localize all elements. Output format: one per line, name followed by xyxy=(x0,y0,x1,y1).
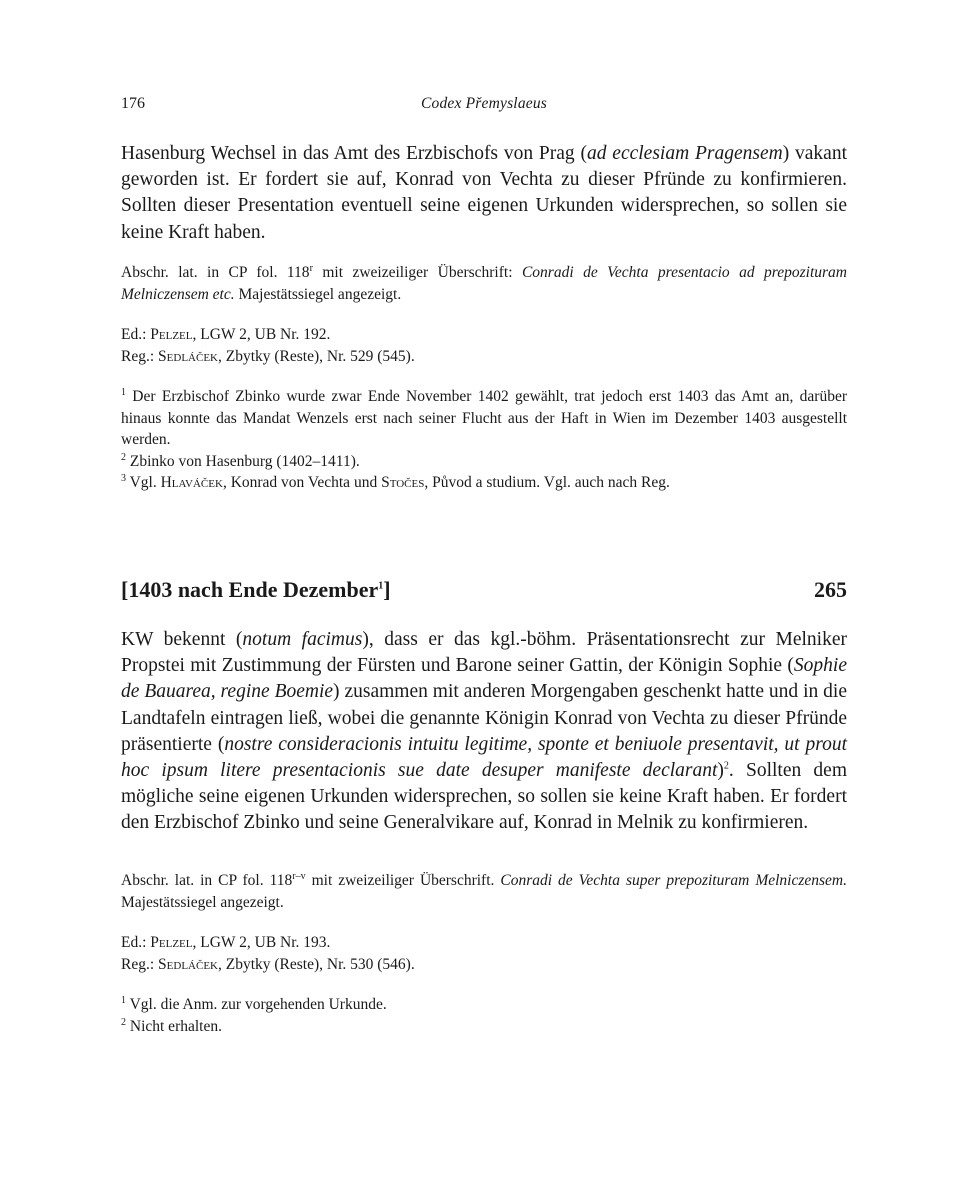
author-name: Stočes xyxy=(381,474,425,491)
text-run: Majestätssiegel angezeigt. xyxy=(121,893,284,911)
footnote-ref: 2 xyxy=(723,760,729,772)
text-run: , Původ a studium. Vgl. auch nach Reg. xyxy=(424,474,670,491)
page-number: 176 xyxy=(121,95,145,112)
footnote-1 xyxy=(121,994,847,1016)
text-run: . Sollten dem mögliche seine eigenen Urkunden widersprechen, so sollen sie keine Kraft haben. Er fordert den Erzbischof Zbinko und seine Generalvikare auf, Konrad in Melnik zu konfirmieren. xyxy=(121,760,847,834)
text-run: ), dass er das kgl.-böhm. Präsentationsrecht zur Melniker Propstei mit Zustimmung der Fürsten und Barone seiner Gattin, der Königin Sophie ( xyxy=(121,629,847,677)
text-run: , LGW 2, UB Nr. 193. xyxy=(192,934,331,951)
latin-quote: notum facimus xyxy=(242,629,363,650)
author-name: Hlaváček xyxy=(160,474,223,491)
entry-number: 265 xyxy=(814,577,847,602)
running-title: Codex Přemyslaeus xyxy=(420,95,548,112)
footnotes-265 xyxy=(121,994,847,1037)
text-run: Reg.: xyxy=(121,347,159,365)
regest-264-continuation xyxy=(121,141,847,246)
footnote-number: 1 xyxy=(121,386,126,398)
footnotes-264 xyxy=(121,386,847,494)
text-run: Majestätssiegel angezeigt. xyxy=(234,285,402,303)
footnote-ref: 1 xyxy=(378,580,384,592)
text-run: Hasenburg Wechsel in das Amt des Erzbischofs von Prag ( xyxy=(121,143,587,164)
regest-265 xyxy=(121,627,847,837)
edition-line xyxy=(121,324,847,346)
source-description xyxy=(121,262,847,305)
footnote-1 xyxy=(121,386,847,451)
text-run: KW bekennt ( xyxy=(121,629,243,650)
author-name: Sedláček xyxy=(158,955,218,973)
text-run: , LGW 2, UB Nr. 192. xyxy=(192,326,331,343)
text-run: Ed.: xyxy=(121,326,151,343)
footnote-text: Vgl. die Anm. zur vorgehenden Urkunde. xyxy=(126,996,387,1013)
regest-text xyxy=(121,141,847,246)
author-name: Pelzel xyxy=(150,934,193,951)
text-run: , Zbytky (Reste), Nr. 530 (546). xyxy=(217,955,415,973)
footnote-number: 2 xyxy=(121,1016,126,1028)
text-run: , Zbytky (Reste), Nr. 529 (545). xyxy=(217,347,415,365)
latin-quote: ad ecclesiam Pragensem xyxy=(586,143,783,164)
latin-heading-quote: Conradi de Vechta presentacio ad prepozituram Melniczensem etc. xyxy=(121,264,847,303)
footnote-text: Nicht erhalten. xyxy=(126,1017,222,1035)
footnote-2 xyxy=(121,1016,847,1038)
text-run: Reg.: xyxy=(121,955,159,973)
footnote-text: Zbinko von Hasenburg (1402–1411). xyxy=(126,452,360,470)
footnote-3 xyxy=(121,472,847,494)
text-run: ) xyxy=(717,760,724,782)
running-head xyxy=(121,95,847,117)
text-run: ) vakant geworden ist. Er fordert sie auf, Konrad von Vechta zu dieser Pfründe zu konfirmieren. Sollten dieser Presentation eventuell seine eigenen Urkunden widersprechen, so sollen sie keine Kraft haben. xyxy=(121,143,848,243)
footnote-number: 1 xyxy=(121,994,126,1006)
text-run: ) zusammen mit anderen Morgengaben geschenkt hatte und in die Landtafeln eintragen ließ, wobei die genannte Königin Konrad von Vechta zu dieser Pfründe präsentierte ( xyxy=(121,681,847,755)
text-run: [1403 nach Ende Dezember xyxy=(121,577,379,602)
folio-superscript: r–v xyxy=(292,870,306,882)
entry-heading xyxy=(121,577,847,607)
editions-264 xyxy=(121,324,847,367)
editions-265 xyxy=(121,932,847,975)
footnote-2 xyxy=(121,451,847,473)
regesta-line xyxy=(121,954,847,976)
text-run: , Konrad von Vechta und xyxy=(222,474,382,491)
latin-quote: nostre consideracionis intuitu legitime, sponte et beniuole presentavit, ut prout hoc ipsum litere presentacionis sue date desuper manifeste declarant xyxy=(121,733,847,782)
source-note-265 xyxy=(121,870,847,913)
entry-date xyxy=(121,577,391,603)
text-run: mit zweizeiliger Überschrift. xyxy=(305,872,501,889)
footnote-text: Der Erzbischof Zbinko wurde zwar Ende November 1402 gewählt, trat jedoch erst 1403 das Amt an, darüber hinaus konnte das Mandat Wenzels erst nach seiner Flucht aus der Haft in Wien im Dezember 1403 ausgestellt werden. xyxy=(121,388,847,448)
latin-quote: Sophie de Bauarea, regine Boemie xyxy=(121,655,847,703)
text-run: Vgl. xyxy=(126,474,161,491)
latin-heading-quote: Conradi de Vechta super prepozituram Melniczensem. xyxy=(500,872,847,889)
regesta-line xyxy=(121,346,847,368)
text-run: ] xyxy=(383,577,391,602)
footnote-number: 3 xyxy=(121,472,126,484)
text-run: Abschr. lat. in CP fol. 118 xyxy=(121,264,310,281)
footnote-number: 2 xyxy=(121,451,126,463)
folio-superscript: r xyxy=(309,262,313,274)
text-run: Abschr. lat. in CP fol. 118 xyxy=(121,872,293,889)
regest-text xyxy=(121,627,847,837)
source-description xyxy=(121,870,847,913)
author-name: Pelzel xyxy=(150,326,193,343)
author-name: Sedláček xyxy=(158,347,218,365)
text-run: Ed.: xyxy=(121,934,151,951)
edition-line xyxy=(121,932,847,954)
text-run: mit zweizeiliger Überschrift: xyxy=(312,264,522,281)
source-note-264 xyxy=(121,262,847,305)
